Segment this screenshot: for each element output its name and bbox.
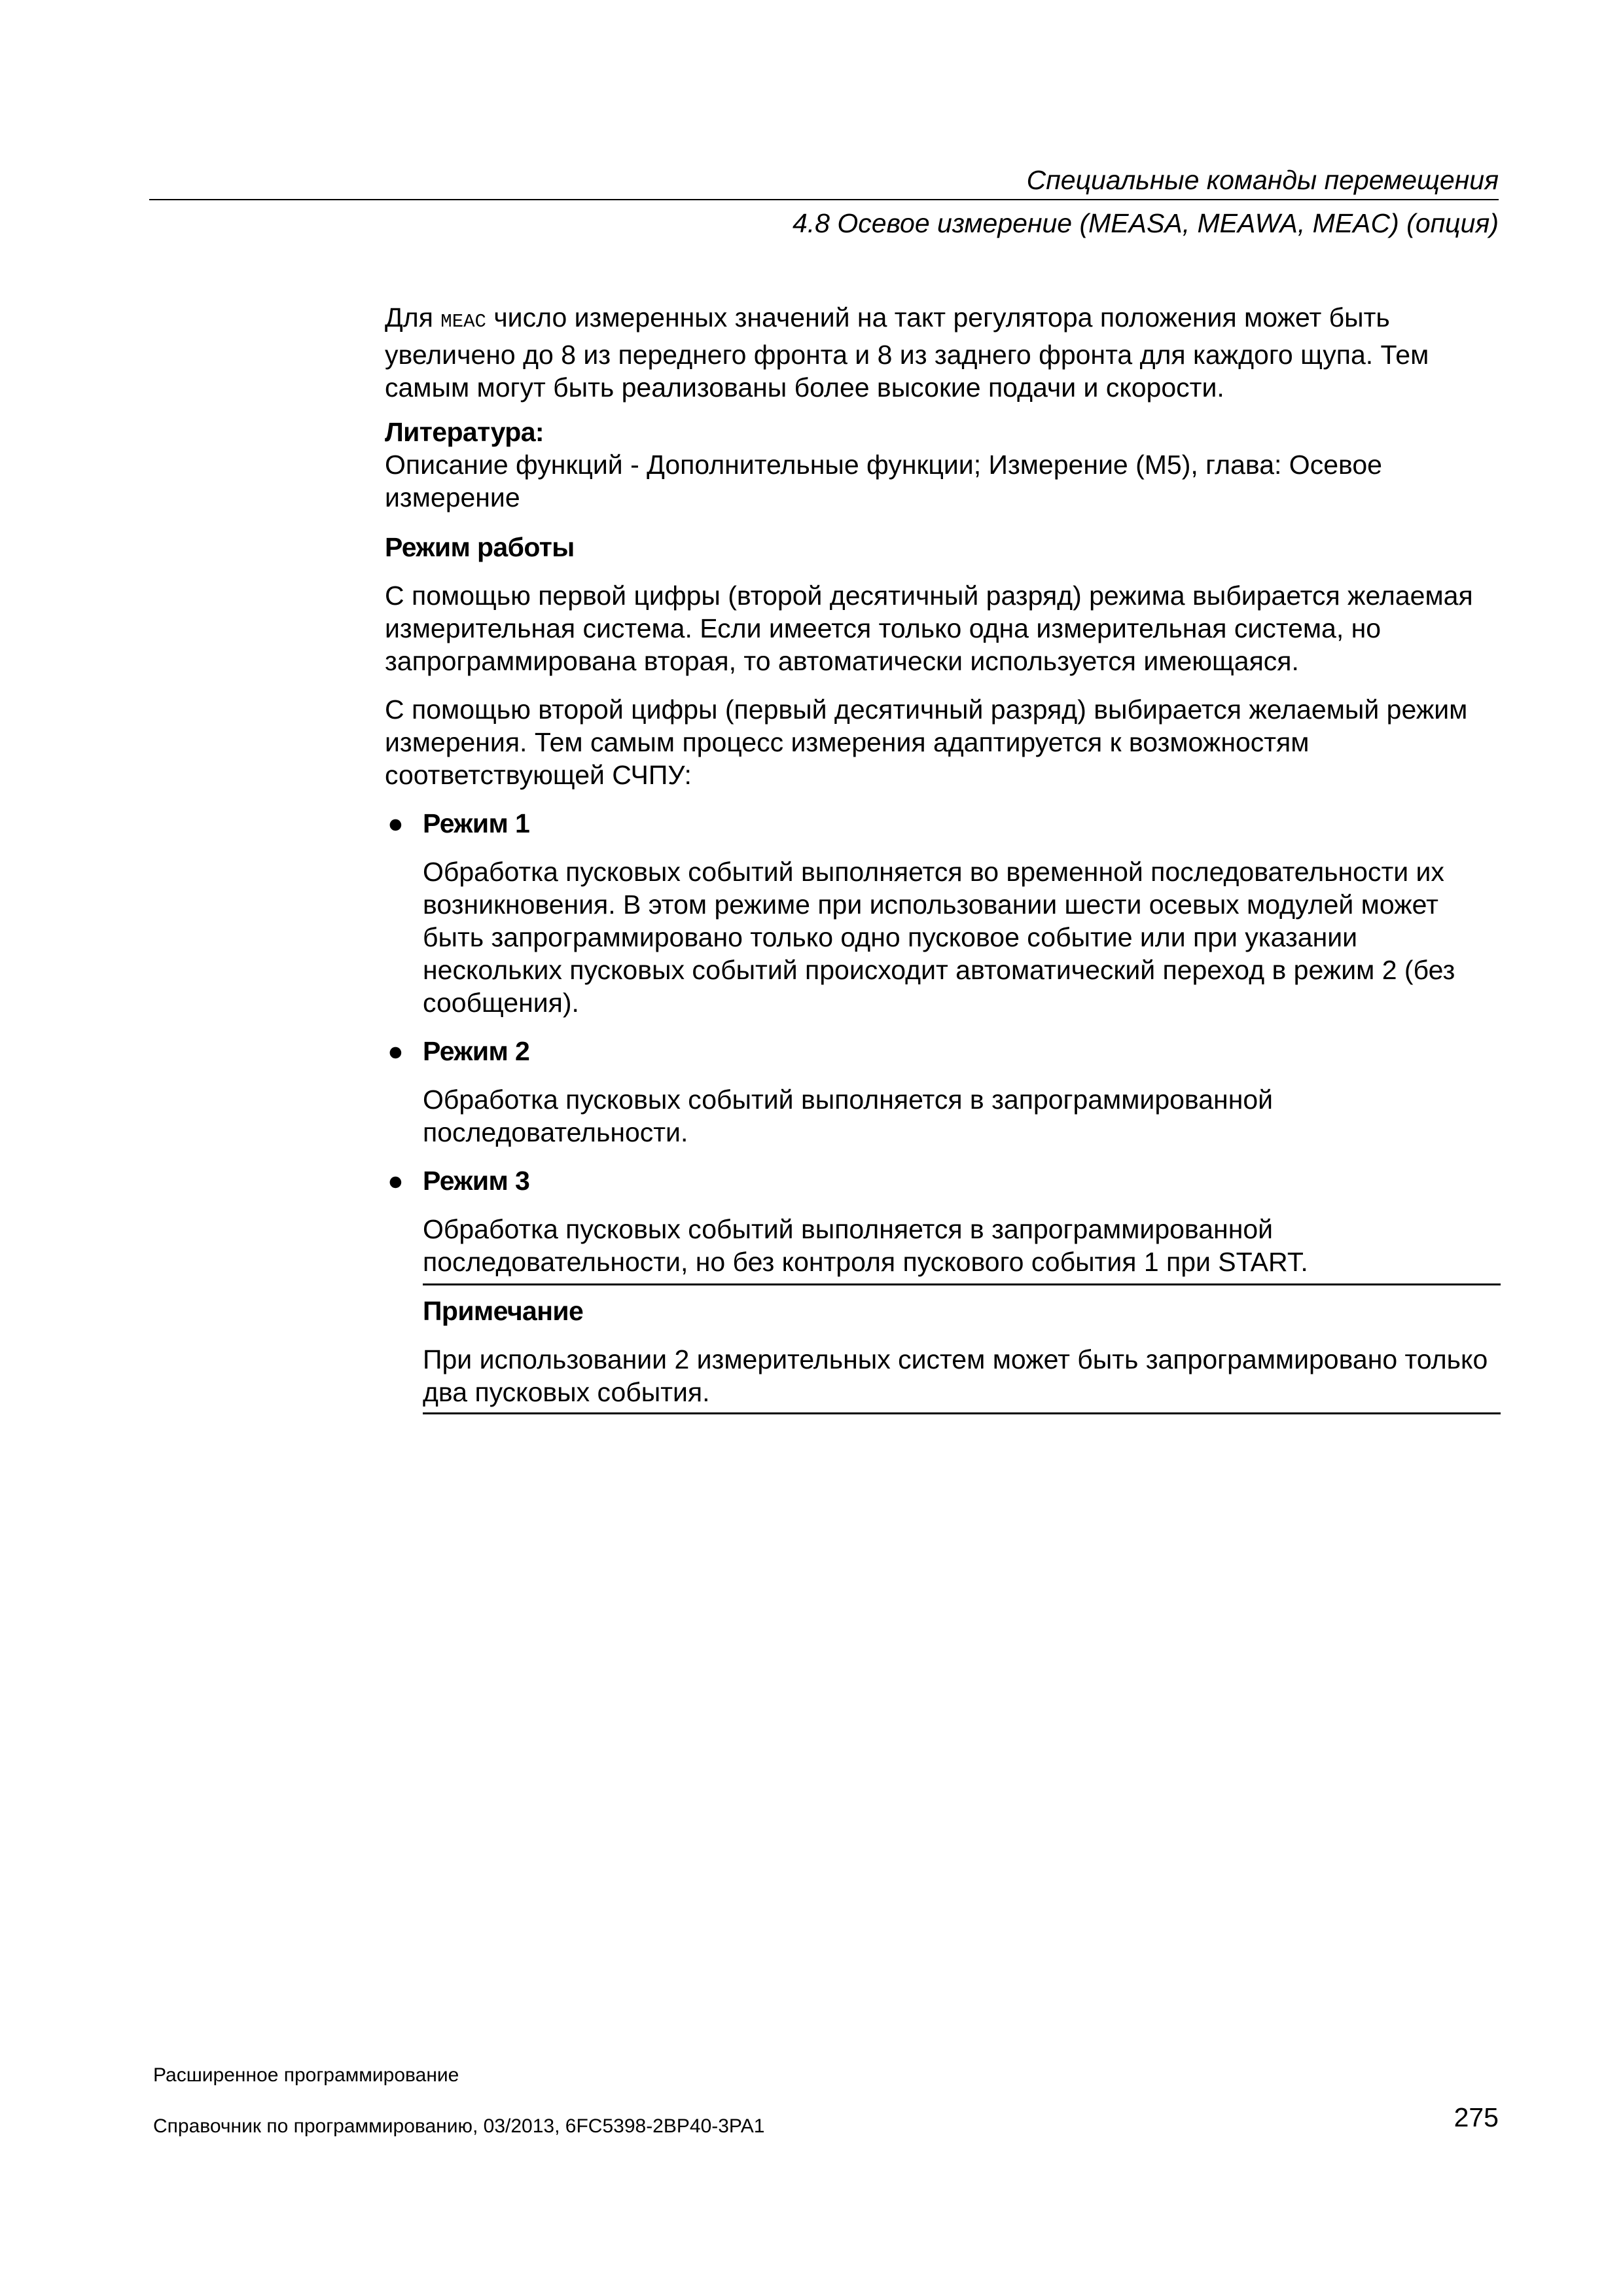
mode-2-heading [385, 1035, 1501, 1067]
literature-text: Описание функций - Дополнительные функции; Измерение (M5), глава: Осевое измерение [385, 450, 1382, 512]
intro-text: число измеренных значений на такт регулятора положения может быть увеличено до 8 из переднего фронта и 8 из заднего фронта для каждого щупа. Тем самым могут быть реализованы более высокие подачи и скорости. [385, 302, 1429, 403]
mode-3-text: Обработка пусковых событий выполняется в запрограммированной последовательности, но без контроля пускового события 1 при START. [423, 1214, 1308, 1277]
note-title: Примечание [423, 1296, 584, 1326]
literature-heading: Литература: [385, 417, 544, 447]
mode-2-title: Режим 2 [423, 1036, 530, 1066]
mode-2-text: Обработка пусковых событий выполняется в запрограммированной последовательности. [423, 1085, 1274, 1147]
mode-paragraph-2: С помощью второй цифры (первый десятичный разряд) выбирается желаемый режим измерения. Тем самым процесс измерения адаптируется к возможностям соответствующей СЧПУ: [385, 694, 1468, 790]
mode-1-title: Режим 1 [423, 808, 530, 838]
page-number: 275 [1454, 2102, 1499, 2132]
footer-manual-info: Справочник по программированию, 03/2013, 6FC5398-2BP40-3PA1 [153, 2115, 765, 2137]
note-text: При использовании 2 измерительных систем может быть запрограммировано только два пусковых события. [423, 1344, 1488, 1407]
bullet-icon: ● [387, 1166, 404, 1196]
mode-paragraph-1: С помощью первой цифры (второй десятичный разряд) режима выбирается желаемая измерительная система. Если имеется только одна измерительная система, но запрограммирована вторая, то автоматически используется имеющаяся. [385, 581, 1473, 676]
meac-code: MEAC [440, 311, 486, 332]
mode-3-heading [385, 1164, 1501, 1197]
bullet-icon: ● [387, 1036, 404, 1066]
main-content [385, 301, 1501, 1414]
intro-paragraph [385, 301, 1501, 404]
intro-prefix: Для [385, 302, 441, 332]
header-section-title: 4.8 Осевое измерение (MEASA, MEAWA, MEAC) (опция) [792, 208, 1499, 238]
mode-1-text: Обработка пусковых событий выполняется во временной последовательности их возникновения. В этом режиме при использовании шести осевых модулей может быть запрограммировано только одно пусковое событие или при указании нескольких пусковых событий происходит автоматический переход в режим 2 (без сообщения). [423, 857, 1455, 1018]
mode-3-title: Режим 3 [423, 1166, 530, 1196]
mode-heading: Режим работы [385, 532, 575, 562]
bullet-icon: ● [387, 808, 404, 838]
note-box [423, 1283, 1501, 1414]
header-chapter-title: Специальные команды перемещения [1026, 165, 1499, 195]
header-rule [149, 199, 1499, 200]
footer-book-title: Расширенное программирование [153, 2064, 459, 2086]
mode-1-heading [385, 807, 1501, 840]
